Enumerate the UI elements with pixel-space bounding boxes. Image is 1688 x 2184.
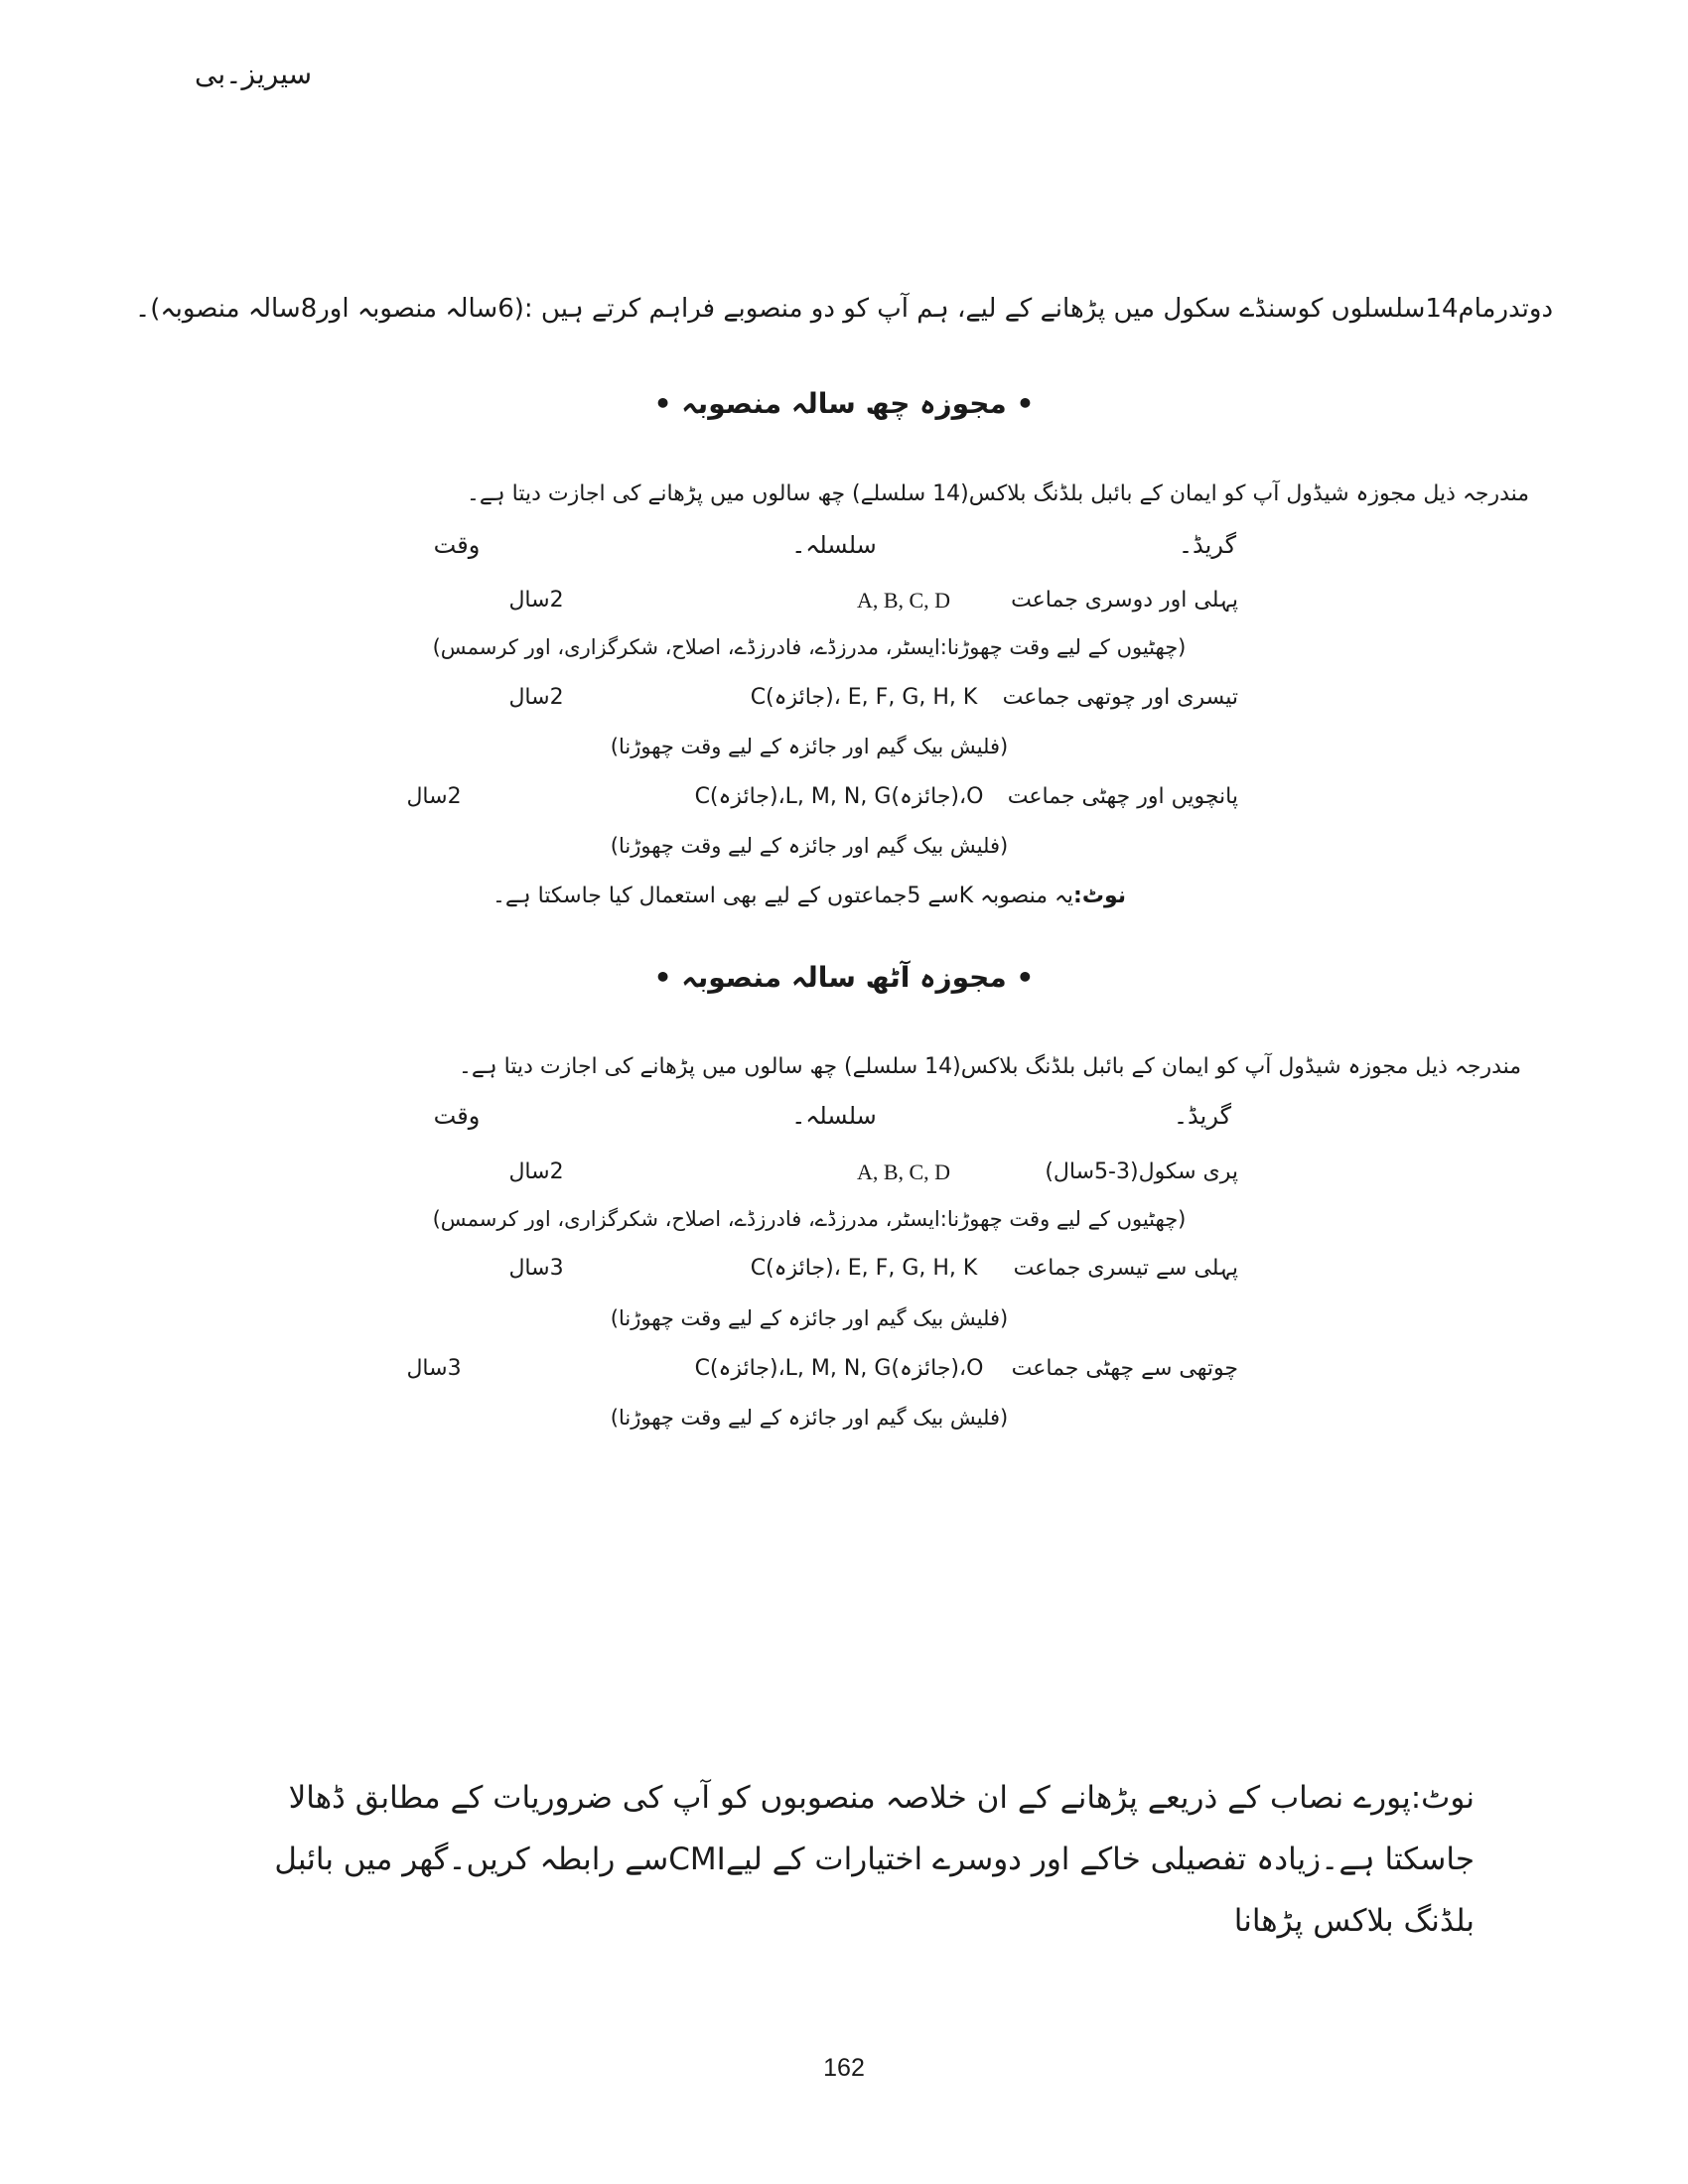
column-header-time: وقت: [433, 531, 481, 559]
column-header-grade-2: گریڈ۔: [1173, 1102, 1231, 1130]
page-number: 162: [823, 2054, 865, 2082]
six-plan-row2-series: C(جائزہ)، E, F, G, H, K: [750, 685, 978, 710]
column-header-time-2: وقت: [433, 1102, 481, 1130]
eight-plan-row2-series: C(جائزہ)، E, F, G, H, K: [750, 1256, 978, 1281]
six-plan-row1-time: 2سال: [508, 588, 564, 613]
eight-year-plan-title: • مجوزہ آٹھ سالہ منصوبہ •: [653, 961, 1035, 994]
six-plan-row3-note: (فلیش بیک گیم اور جائزہ کے لیے وقت چھوڑنا): [610, 834, 1009, 858]
six-plan-row3-series: C(جائزہ)،L, M, N, G(جائزہ)،O: [694, 784, 984, 809]
eight-plan-row2-time: 3سال: [508, 1256, 564, 1281]
intro-text: دوتدرمام14سلسلوں کوسنڈے سکول میں پڑھانے کے لیے، ہم آپ کو دو منصوبے فراہم کرتے ہیں :(6سالہ منصوبہ اور8سالہ منصوبہ)۔: [134, 294, 1554, 324]
eight-year-plan-description: مندرجہ ذیل مجوزہ شیڈول آپ کو ایمان کے بائبل بلڈنگ بلاکس(14 سلسلے) چھ سالوں میں پڑھانے کی اجازت دیتا ہے۔: [459, 1054, 1522, 1079]
eight-plan-row1-series: A, B, C, D: [856, 1160, 951, 1184]
column-header-series: سلسلہ۔: [791, 531, 877, 559]
eight-plan-row3-series: C(جائزہ)،L, M, N, G(جائزہ)،O: [694, 1356, 984, 1381]
six-plan-row3-grade: پانچویں اور چھٹی جماعت: [1007, 784, 1238, 809]
eight-plan-row3-grade: چوتھی سے چھٹی جماعت: [1011, 1356, 1238, 1381]
footnote-text: یہ منصوبہ Kسے 5جماعتوں کے لیے بھی استعمال کیا جاسکتا ہے۔: [492, 884, 1074, 908]
eight-plan-row2-grade: پہلی سے تیسری جماعت: [1013, 1256, 1238, 1281]
six-year-plan-footnote: [492, 884, 1126, 909]
six-year-plan-title: • مجوزہ چھ سالہ منصوبہ •: [653, 387, 1035, 420]
eight-plan-row3-time: 3سال: [406, 1356, 462, 1381]
six-plan-row2-grade: تیسری اور چوتھی جماعت: [1002, 685, 1238, 710]
series-label: سیریز۔بی: [195, 58, 313, 90]
footnote-label: نوٹ:: [1073, 884, 1127, 908]
six-plan-row3-time: 2سال: [406, 784, 462, 809]
eight-plan-row1-grade: پری سکول(3-5سال): [1045, 1160, 1238, 1184]
eight-plan-row1-time: 2سال: [508, 1160, 564, 1184]
eight-plan-row3-note: (فلیش بیک گیم اور جائزہ کے لیے وقت چھوڑنا): [610, 1406, 1009, 1430]
six-plan-row2-note: (فلیش بیک گیم اور جائزہ کے لیے وقت چھوڑنا): [610, 735, 1009, 758]
six-plan-row1-grade: پہلی اور دوسری جماعت: [1011, 588, 1238, 613]
six-year-plan-description: مندرجہ ذیل مجوزہ شیڈول آپ کو ایمان کے بائبل بلڈنگ بلاکس(14 سلسلے) چھ سالوں میں پڑھانے کی اجازت دیتا ہے۔: [467, 481, 1530, 506]
six-plan-row1-series: A, B, C, D: [856, 588, 951, 613]
column-header-grade: گریڈ۔: [1178, 531, 1236, 559]
six-plan-row2-time: 2سال: [508, 685, 564, 710]
footer-note: نوٹ:پورے نصاب کے ذریعے پڑھانے کے ان خلاصہ منصوبوں کو آپ کی ضروریات کے مطابق ڈھالا جاسکتا ہے۔زیادہ تفصیلی خاکے اور دوسرے اختیارات کے لیےCMIسے رابطہ کریں۔گھر میں بائبل بلڈنگ بلاکس پڑھانا: [274, 1780, 1475, 1939]
column-header-series-2: سلسلہ۔: [791, 1102, 877, 1130]
eight-plan-row1-note: (چھٹیوں کے لیے وقت چھوڑنا:ایسٹر، مدرزڈے، فادرزڈے، اصلاح، شکرگزاری، اور کرسمس): [432, 1207, 1187, 1231]
eight-plan-row2-note: (فلیش بیک گیم اور جائزہ کے لیے وقت چھوڑنا): [610, 1306, 1009, 1330]
six-plan-row1-note: (چھٹیوں کے لیے وقت چھوڑنا:ایسٹر، مدرزڈے، فادرزڈے، اصلاح، شکرگزاری، اور کرسمس): [432, 635, 1187, 659]
